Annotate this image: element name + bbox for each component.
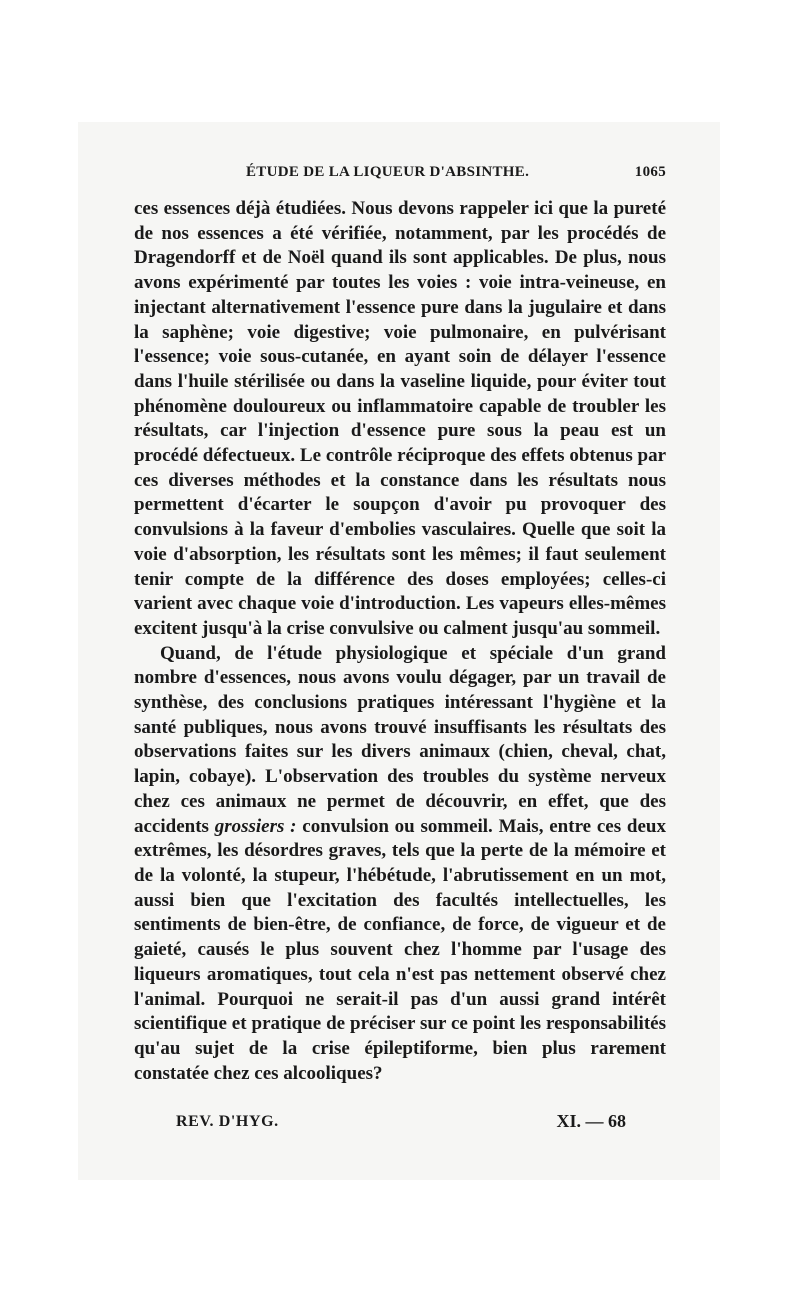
page-number: 1065 bbox=[634, 164, 666, 180]
running-title: ÉTUDE DE LA LIQUEUR D'ABSINTHE. bbox=[246, 164, 530, 180]
body-text bbox=[134, 197, 666, 1086]
paragraph-2-text-before: Quand, de l'étude physiologique et spéciale d'un grand nombre d'essences, nous avons voulu dégager, par un travail de synthèse, des conclusions pratiques intéressant l'hygiène et la santé publiques, nous avons trouvé insuffisants les résultats des observations faites sur les divers animaux (chien, cheval, chat, lapin, cobaye). L'observation des troubles du système nerveux chez ces animaux ne permet de découvrir, en effet, que des accidents bbox=[134, 642, 666, 837]
page-footer bbox=[176, 1111, 626, 1137]
signature-mark: XI. — 68 bbox=[556, 1111, 626, 1131]
journal-abbreviation: REV. D'HYG. bbox=[176, 1113, 279, 1130]
paragraph-2-emphasis: grossiers : bbox=[214, 815, 297, 837]
paragraph-1: ces essences déjà étudiées. Nous devons rappeler ici que la pureté de nos essences a été vérifiée, notamment, par les procédés de Dragendorff et de Noël quand ils sont applicables. De plus, nous avons expérimenté par toutes les voies : voie intra-veineuse, en injectant alternativement l'essence pure dans la jugulaire et dans la saphène; voie digestive; voie pulmonaire, en pulvérisant l'essence; voie sous-cutanée, en ayant soin de délayer l'essence dans l'huile stérilisée ou dans la vaseline liquide, pour éviter tout phénomène douloureux ou inflammatoire capable de troubler les résultats, car l'injection d'essence pure sous la peau est un procédé défectueux. Le contrôle réciproque des effets obtenus par ces diverses méthodes et la constance dans les résultats nous permettent d'écarter le soupçon d'avoir pu provoquer des convulsions à la faveur d'embolies vasculaires. Quelle que soit la voie d'absorption, les résultats sont les mêmes; il faut seulement tenir compte de la différence des doses employées; celles-ci varient avec chaque voie d'introduction. Les vapeurs elles-mêmes excitent jusqu'à la crise convulsive ou calment jusqu'au sommeil. bbox=[134, 198, 666, 639]
paragraph-2-text-after: convulsion ou sommeil. Mais, entre ces deux extrêmes, les désordres graves, tels que la perte de la mémoire et de la volonté, la stupeur, l'hébétude, l'abrutissement en un mot, aussi bien que l'excitation des facultés intellectuelles, les sentiments de bien-être, de confiance, de force, de vigueur et de gaieté, causés le plus souvent chez l'homme par l'usage des liqueurs aromatiques, tout cela n'est pas nettement observé chez l'animal. Pourquoi ne serait-il pas d'un aussi grand intérêt scientifique et pratique de préciser sur ce point les responsabilités qu'au sujet de la crise épileptiforme, bien plus rarement constatée chez ces alcooliques? bbox=[134, 815, 666, 1084]
running-header bbox=[134, 164, 666, 188]
paragraph-2 bbox=[134, 642, 666, 1087]
